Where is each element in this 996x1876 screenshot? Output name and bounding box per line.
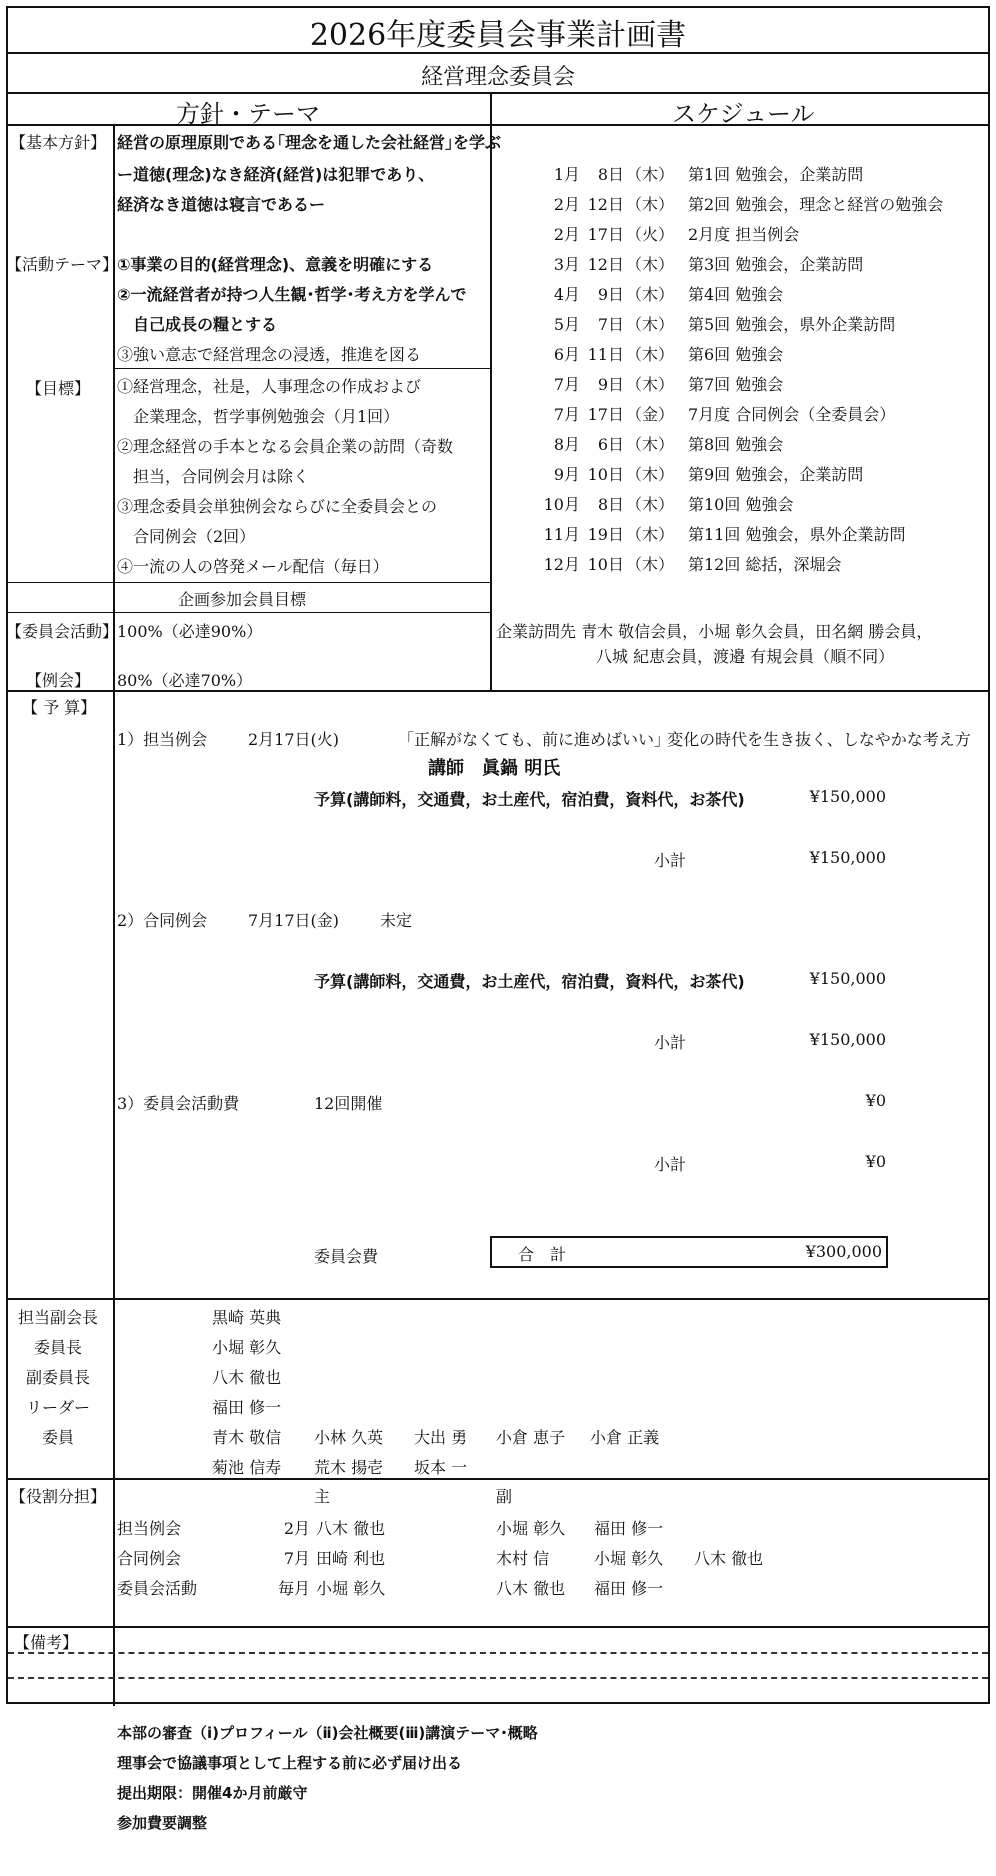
remarks-label: 【備考】 xyxy=(14,1633,79,1652)
policy-header: 方針・テーマ xyxy=(176,100,320,128)
role-name: 担当例会 xyxy=(117,1519,182,1538)
budget-item1-subtotal-label: 小計 xyxy=(654,851,687,870)
member-name: 青木 敬信 xyxy=(212,1428,282,1447)
goal-line-2: 企業理念，哲学事例勉強会（月1回） xyxy=(133,407,400,426)
budget-item2-date: 7月17日(金) xyxy=(248,911,340,930)
member-name: 黒崎 英典 xyxy=(212,1308,282,1327)
member-name: 小堀 彰久 xyxy=(212,1338,282,1357)
target-heading: 企画参加会員目標 xyxy=(178,590,307,609)
footer-note-2: 理事会で協議事項として上程する前に必ず届け出る xyxy=(117,1754,463,1772)
member-name: 小倉 正義 xyxy=(590,1428,660,1447)
role-sub: 福田 修一 xyxy=(594,1519,664,1538)
visits-line-2: 八城 紀恵会員，渡邉 有規会員（順不同） xyxy=(596,647,895,666)
schedule-day: 12日 xyxy=(587,255,624,274)
schedule-event: 第10回 勉強会 xyxy=(688,495,794,514)
goal-line-3: ②理念経営の手本となる会員企業の訪問（奇数 xyxy=(117,437,454,456)
schedule-weekday: （木） xyxy=(626,285,675,304)
role-name: 合同例会 xyxy=(117,1549,182,1568)
committee-activity-label: 【委員会活動】 xyxy=(6,622,119,641)
role-sub: 小堀 彰久 xyxy=(594,1549,664,1568)
schedule-day: 7日 xyxy=(597,315,624,334)
schedule-weekday: （木） xyxy=(626,345,675,364)
budget-item2-detail: 予算(講師料，交通費，お土産代，宿泊費，資料代，お茶代) xyxy=(314,972,745,991)
role-main: 小堀 彰久 xyxy=(316,1579,386,1598)
schedule-month: 1月 xyxy=(553,165,580,184)
schedule-day: 11日 xyxy=(587,345,624,364)
basic-policy-line-1: 経営の原理原則である｢理念を通した会社経営｣を学ぶ xyxy=(117,133,502,152)
schedule-event: 第3回 勉強会，企業訪問 xyxy=(688,255,864,274)
member-role: 委員長 xyxy=(33,1338,82,1357)
schedule-event: 第9回 勉強会，企業訪問 xyxy=(688,465,864,484)
role-period: 毎月 xyxy=(277,1579,310,1598)
schedule-weekday: （木） xyxy=(626,495,675,514)
member-name: 大出 勇 xyxy=(414,1428,468,1447)
roles-main-header: 主 xyxy=(314,1487,331,1506)
schedule-month: 3月 xyxy=(553,255,580,274)
footer-note-1: 本部の審査（ⅰ)プロフィール（ⅱ)会社概要(ⅲ)講演テーマ･概略 xyxy=(117,1724,538,1742)
budget-item2-subtotal-label: 小計 xyxy=(654,1033,687,1052)
committee-activity-target: 100%（必達90%） xyxy=(117,622,263,641)
schedule-weekday: （木） xyxy=(626,525,675,544)
schedule-month: 11月 xyxy=(543,525,580,544)
schedule-month: 4月 xyxy=(553,285,580,304)
schedule-event: 7月度 合同例会（全委員会） xyxy=(688,405,896,424)
budget-item3-subtotal: ¥0 xyxy=(865,1152,886,1171)
schedule-day: 9日 xyxy=(597,285,624,304)
budget-label: 【 予 算】 xyxy=(22,698,97,717)
schedule-event: 第7回 勉強会 xyxy=(688,375,784,394)
schedule-day: 6日 xyxy=(597,435,624,454)
goal-line-1: ①経営理念，社是，人事理念の作成および xyxy=(117,377,422,396)
footer-note-3: 提出期限：開催4か月前厳守 xyxy=(117,1784,308,1802)
member-name: 福田 修一 xyxy=(212,1398,282,1417)
goal-line-4: 担当，合同例会月は除く xyxy=(133,467,310,486)
budget-item3-amount: ¥0 xyxy=(865,1091,886,1110)
role-sub: 八木 徹也 xyxy=(496,1579,566,1598)
schedule-weekday: （木） xyxy=(626,375,675,394)
budget-item3-label: 3）委員会活動費 xyxy=(117,1094,240,1113)
budget-item1-theme: ｢正解がなくても、前に進めばいい｣ 変化の時代を生き抜く、しなやかな考え方 xyxy=(406,730,971,749)
budget-item3-subtotal-label: 小計 xyxy=(654,1155,687,1174)
role-sub: 八木 徹也 xyxy=(694,1549,764,1568)
regular-meeting-target: 80%（必達70%） xyxy=(117,671,253,690)
activity-theme-label: 【活動テーマ】 xyxy=(6,255,119,274)
schedule-event: 第6回 勉強会 xyxy=(688,345,784,364)
member-name: 小倉 恵子 xyxy=(496,1428,566,1447)
schedule-event: 第2回 勉強会，理念と経営の勉強会 xyxy=(688,195,944,214)
schedule-day: 8日 xyxy=(597,495,624,514)
theme-line-4: ③強い意志で経営理念の浸透，推進を図る xyxy=(117,345,422,364)
schedule-month: 9月 xyxy=(553,465,580,484)
basic-policy-line-3: 経済なき道徳は寝言であるー xyxy=(117,195,326,214)
budget-item1-subtotal: ¥150,000 xyxy=(809,848,886,867)
schedule-header: スケジュール xyxy=(672,100,815,128)
basic-policy-line-2: ー道徳(理念)なき経済(経営)は犯罪であり、 xyxy=(117,165,435,184)
schedule-month: 2月 xyxy=(553,195,580,214)
schedule-month: 7月 xyxy=(553,375,580,394)
goal-line-6: 合同例会（2回） xyxy=(133,527,256,546)
lecturer-name: 講師 眞鍋 明氏 xyxy=(428,758,561,779)
role-main: 田崎 利也 xyxy=(316,1549,386,1568)
schedule-day: 19日 xyxy=(587,525,624,544)
schedule-weekday: （木） xyxy=(626,165,675,184)
member-role: 委員 xyxy=(41,1428,74,1447)
schedule-weekday: （木） xyxy=(626,255,675,274)
theme-line-2: ②一流経営者が持つ人生観･哲学･考え方を学んで xyxy=(117,285,467,304)
roles-sub-header: 副 xyxy=(496,1487,513,1506)
member-name: 八木 徹也 xyxy=(212,1368,282,1387)
regular-meeting-label: 【例会】 xyxy=(26,671,91,690)
role-sub: 木村 信 xyxy=(496,1549,550,1568)
schedule-weekday: （木） xyxy=(626,555,675,574)
committee-name: 経営理念委員会 xyxy=(420,65,575,90)
member-role: 担当副会長 xyxy=(17,1308,98,1327)
member-name: 荒木 揚壱 xyxy=(314,1458,384,1477)
role-sub: 福田 修一 xyxy=(594,1579,664,1598)
schedule-month: 10月 xyxy=(543,495,580,514)
schedule-day: 17日 xyxy=(587,405,624,424)
schedule-month: 5月 xyxy=(553,315,580,334)
schedule-day: 17日 xyxy=(587,225,624,244)
role-name: 委員会活動 xyxy=(117,1579,198,1598)
schedule-event: 第12回 総括，深堀会 xyxy=(688,555,842,574)
schedule-day: 8日 xyxy=(597,165,624,184)
role-main: 八木 徹也 xyxy=(316,1519,386,1538)
schedule-event: 第11回 勉強会，県外企業訪問 xyxy=(688,525,906,544)
schedule-weekday: （木） xyxy=(626,435,675,454)
total-label: 合 計 xyxy=(518,1245,567,1264)
schedule-month: 12月 xyxy=(543,555,580,574)
schedule-event: 第8回 勉強会 xyxy=(688,435,784,454)
budget-item3-count: 12回開催 xyxy=(314,1094,383,1113)
schedule-weekday: （木） xyxy=(626,465,675,484)
theme-line-1: ①事業の目的(経営理念)、意義を明確にする xyxy=(117,255,434,274)
theme-line-3: 自己成長の糧とする xyxy=(133,315,278,334)
page-title: 2026年度委員会事業計画書 xyxy=(309,18,687,53)
member-name: 小林 久英 xyxy=(314,1428,384,1447)
member-name: 菊池 信寿 xyxy=(212,1458,282,1477)
budget-item1-detail: 予算(講師料，交通費，お土産代，宿泊費，資料代，お茶代) xyxy=(314,790,745,809)
schedule-event: 第4回 勉強会 xyxy=(688,285,784,304)
schedule-day: 10日 xyxy=(587,465,624,484)
role-sub: 小堀 彰久 xyxy=(496,1519,566,1538)
goal-line-5: ③理念委員会単独例会ならびに全委員会との xyxy=(117,497,438,516)
budget-item2-subtotal: ¥150,000 xyxy=(809,1030,886,1049)
footer-note-4: 参加費要調整 xyxy=(117,1814,208,1832)
visits-line-1: 企業訪問先 青木 敬信会員，小堀 彰久会員，田名網 勝会員， xyxy=(496,622,933,641)
role-period: 2月 xyxy=(283,1519,310,1538)
schedule-event: 2月度 担当例会 xyxy=(688,225,800,244)
budget-item2-label: 2）合同例会 xyxy=(117,911,208,930)
goal-label: 【目標】 xyxy=(26,379,91,398)
role-period: 7月 xyxy=(283,1549,310,1568)
schedule-event: 第1回 勉強会，企業訪問 xyxy=(688,165,864,184)
roles-label: 【役割分担】 xyxy=(10,1487,107,1506)
schedule-day: 10日 xyxy=(587,555,624,574)
schedule-month: 7月 xyxy=(553,405,580,424)
budget-item1-date: 2月17日(火) xyxy=(248,730,340,749)
goal-line-7: ④一流の人の啓発メール配信（毎日） xyxy=(117,557,389,576)
schedule-event: 第5回 勉強会，県外企業訪問 xyxy=(688,315,896,334)
schedule-weekday: （火） xyxy=(626,225,675,244)
schedule-month: 2月 xyxy=(553,225,580,244)
budget-item2-amount: ¥150,000 xyxy=(809,969,886,988)
schedule-month: 8月 xyxy=(553,435,580,454)
budget-item2-note: 未定 xyxy=(380,911,413,930)
member-name: 坂本 一 xyxy=(414,1458,468,1477)
schedule-weekday: （木） xyxy=(626,315,675,334)
member-role: 副委員長 xyxy=(25,1368,90,1387)
basic-policy-label: 【基本方針】 xyxy=(10,133,107,152)
budget-item1-label: 1）担当例会 xyxy=(117,730,208,749)
total-amount: ¥300,000 xyxy=(805,1242,882,1261)
schedule-day: 9日 xyxy=(597,375,624,394)
schedule-month: 6月 xyxy=(553,345,580,364)
schedule-weekday: （金） xyxy=(626,405,675,424)
member-role: リーダー xyxy=(25,1398,90,1417)
schedule-weekday: （木） xyxy=(626,195,675,214)
committee-fee-label: 委員会費 xyxy=(314,1247,379,1266)
schedule-day: 12日 xyxy=(587,195,624,214)
budget-item1-amount: ¥150,000 xyxy=(809,787,886,806)
